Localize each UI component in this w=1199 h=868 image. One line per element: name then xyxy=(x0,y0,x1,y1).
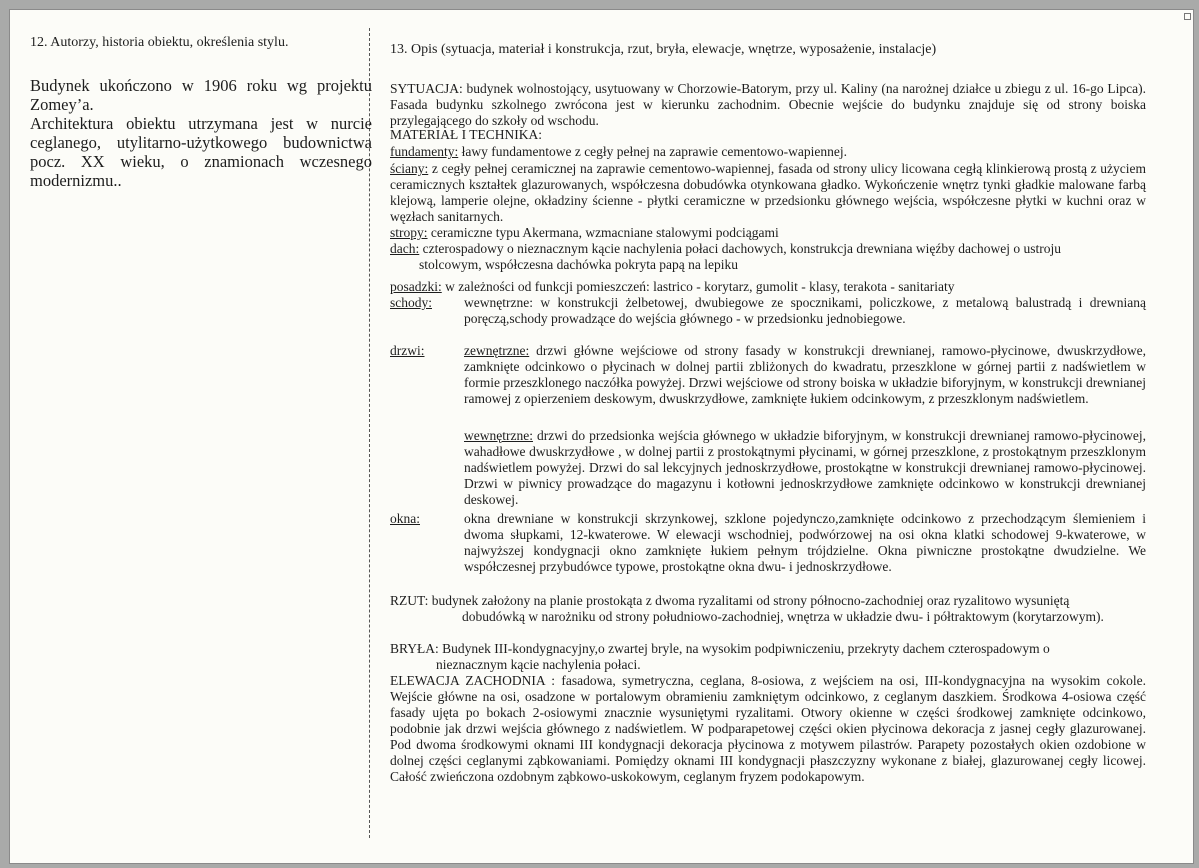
left-para-1: Budynek ukończono w 1906 roku wg projektu Zomey’a. xyxy=(30,76,372,114)
rzut-label: RZUT: xyxy=(390,593,429,608)
drzwi-wew-label: wewnętrzne: xyxy=(464,428,533,443)
drzwi-zew-label: zewnętrzne: xyxy=(464,343,530,358)
left-para-2: Architektura obiektu utrzymana jest w nurcie ceglanego, utylitarno-użytkowego budownictwa pocz. XX wieku, o znamionach wczesnego modernizmu.. xyxy=(30,114,372,190)
drzwi-zew-body: drzwi główne wejściowe od strony fasady w konstrukcji drewnianej, ramowo-płycinowe, dwuskrzydłowe, zamknięte odcinkowo o płycinach w dolnej partii zbliżonych do kwadratu, przeszklone w górnej partii z nadświetlem w formie przeszklonego naczółka powyżej. Drzwi wejściowe od strony boiska w układzie biforyjnym, w konstrukcji drewnianej ramowej z opierzeniem deskowym, dwuskrzydłowe, zamknięte łukiem odcinkowym, z przeszklonym nadświetlem. xyxy=(464,343,1146,406)
elewacja-text xyxy=(390,673,1146,785)
bryla-row xyxy=(390,641,1146,657)
section-13-heading: 13. Opis (sytuacja, materiał i konstrukcja, rzut, bryła, elewacje, wnętrze, wyposażenie, instalacje) xyxy=(390,42,937,57)
rzut-text-1: budynek założony na planie prostokąta z dwoma ryzalitami od strony północno-zachodniej oraz ryzalitowo wysuniętą xyxy=(431,593,1070,608)
material-heading: MATERIAŁ I TECHNIKA: xyxy=(390,127,542,142)
stropy-row xyxy=(390,225,1146,241)
posadzki-text: w zależności od funkcji pomieszczeń: lastrico - korytarz, gumolit - klasy, terakota - sanitariaty xyxy=(445,279,955,294)
drzwi-label: drzwi: xyxy=(390,343,425,358)
dach-text-1: czterospadowy o nieznacznym kącie nachylenia połaci dachowych, konstrukcja drewniana więźby dachowej o ustroju xyxy=(422,241,1062,256)
dach-text-2: stolcowym, współczesna dachówka pokryta papą na lepiku xyxy=(419,257,739,272)
stropy-text: ceramiczne typu Akermana, wzmacniane stalowymi podciągami xyxy=(430,225,779,240)
elewacja-body: fasadowa, symetryczna, ceglana, 8-osiowa, z wejściem na osi, III-kondygnacyjna na wysokim cokole. Wejście główne na osi, osadzone w portalowym obramieniu zamkniętym odcinkowo, z ceglanym daszkiem. Środkowa 4-osiowa część fasady ujęta po bokach 2-osiowymi znacznie wysuniętymi ryzalitami. Otwory okienne w części środkowej zamknięte odcinkowo, podobnie jak drzwi wejścia głównego z nadświetlem. W podparapetowej części okien płycinowa dekoracja z jasnej cegły glazurowanej. Pod dwoma środkowymi oknami III kondygnacji dekoracja płycinowa z motywem pilastrów. Parapety pozostałych okien ozdobione w dolnej części ceglanymi ząbkowaniami. Pomiędzy oknami III kondygnacji płaszczyzny wykonane z białej, glazurowanej cegły licowej. Całość zwieńczona ozdobnym ząbkowo-uskokowym, ceglanym fryzem podokapowym. xyxy=(390,673,1147,784)
dach-row xyxy=(390,241,1146,257)
sciany-label: ściany: xyxy=(390,161,429,176)
left-column xyxy=(30,34,372,190)
sciany-text: z cegły pełnej ceramicznej na zaprawie cementowo-wapiennej, fasada od strony ulicy licowana cegłą klinkierową prostą z użyciem ceramicznych kształtek glazurowanych, współczesna dobudówka otynkowana gładko. Wykończenie wnętrz tynki gładkie malowane farbą klejową, lamperie olejne, okładziny ścienne - płytki ceramiczne w przedsionku głównego wejścia, współczesne płytki w kuchni oraz w węzłach sanitarnych. xyxy=(390,161,1147,224)
schody-label: schody: xyxy=(390,295,432,310)
section-12-heading: 12. Autorzy, historia obiektu, określenia stylu. xyxy=(30,35,289,50)
schody-text: wewnętrzne: w konstrukcji żelbetowej, dwubiegowe ze spocznikami, policzkowe, z metalową balustradą i drewnianą poręczą,schody prowadzące do wejścia głównego - w przedsionku jednobiegowe. xyxy=(464,295,1146,326)
posadzki-label: posadzki: xyxy=(390,279,442,294)
drzwi-wew-text xyxy=(464,428,1146,508)
bryla-text-1: Budynek III-kondygnacyjny,o zwartej bryle, na wysokim podpiwniczeniu, przekryty dachem czterospadowym o xyxy=(442,641,1050,656)
bryla-text-2: nieznacznym kącie nachylenia połaci. xyxy=(436,657,641,672)
fundamenty-text: ławy fundamentowe z cegły pełnej na zaprawie cementowo-wapiennej. xyxy=(461,144,847,159)
fundamenty-label: fundamenty: xyxy=(390,144,459,159)
sciany-row xyxy=(390,161,1146,225)
stropy-label: stropy: xyxy=(390,225,428,240)
bryla-label: BRYŁA: xyxy=(390,641,439,656)
document-sheet xyxy=(9,9,1194,864)
fundamenty-row xyxy=(390,144,1146,160)
elewacja-label: ELEWACJA ZACHODNIA : xyxy=(390,673,556,688)
sytuacja-text: SYTUACJA: budynek wolnostojący, usytuowany w Chorzowie-Batorym, przy ul. Kaliny (na narożnej działce u zbiegu z ul. 16-go Lipca). Fasada budynku szkolnego zwrócona jest w kierunku zachodnim. Obecnie wejście do budynku znajduje się od strony boiska przylegającego do szkoły od wschodu. xyxy=(390,81,1146,128)
posadzki-row xyxy=(390,279,1146,295)
okna-label: okna: xyxy=(390,511,420,526)
drzwi-wew-body: drzwi do przedsionka wejścia głównego w układzie biforyjnym, w konstrukcji drewnianej ramowo-płycinowej, wahadłowe dwuskrzydłowe , w dolnej partii z prostokątnymi płycinami, w górnej przeszklone, z prostokątnym przeszklonym nadświetlem powyżej. Drzwi do sal lekcyjnych jednoskrzydłowe, prostokątne w konstrukcji drewnianej ramowo-płycinowej. Drzwi w piwnicy prowadzące do magazynu i kotłowni jednoskrzydłowe zamknięte odcinkowo w konstrukcji drewnianej deskowej. xyxy=(464,428,1147,507)
dach-label: dach: xyxy=(390,241,420,256)
corner-mark xyxy=(1184,13,1191,20)
rzut-row xyxy=(390,593,1146,609)
drzwi-zew-text xyxy=(464,343,1146,407)
okna-text: okna drewniane w konstrukcji skrzynkowej, szklone pojedynczo,zamknięte odcinkowo z przechodzącym ślemieniem i dwoma słupkami, 12-kwaterowe. W elewacji wschodniej, podwórzowej na osi okna klatki schodowej 9-kwaterowe, w najwyższej kondygnacji okno zamknięte łukiem pełnym trójdzielne. Okna piwniczne prostokątne dwudzielne. We współczesnej przybudówce typowe, prostokątne okna dwu- i jednoskrzydłowe. xyxy=(464,511,1146,574)
rzut-text-2: dobudówką w narożniku od strony południowo-zachodniej, wnętrza w układzie dwu- i półtraktowym (korytarzowym). xyxy=(462,609,1104,624)
